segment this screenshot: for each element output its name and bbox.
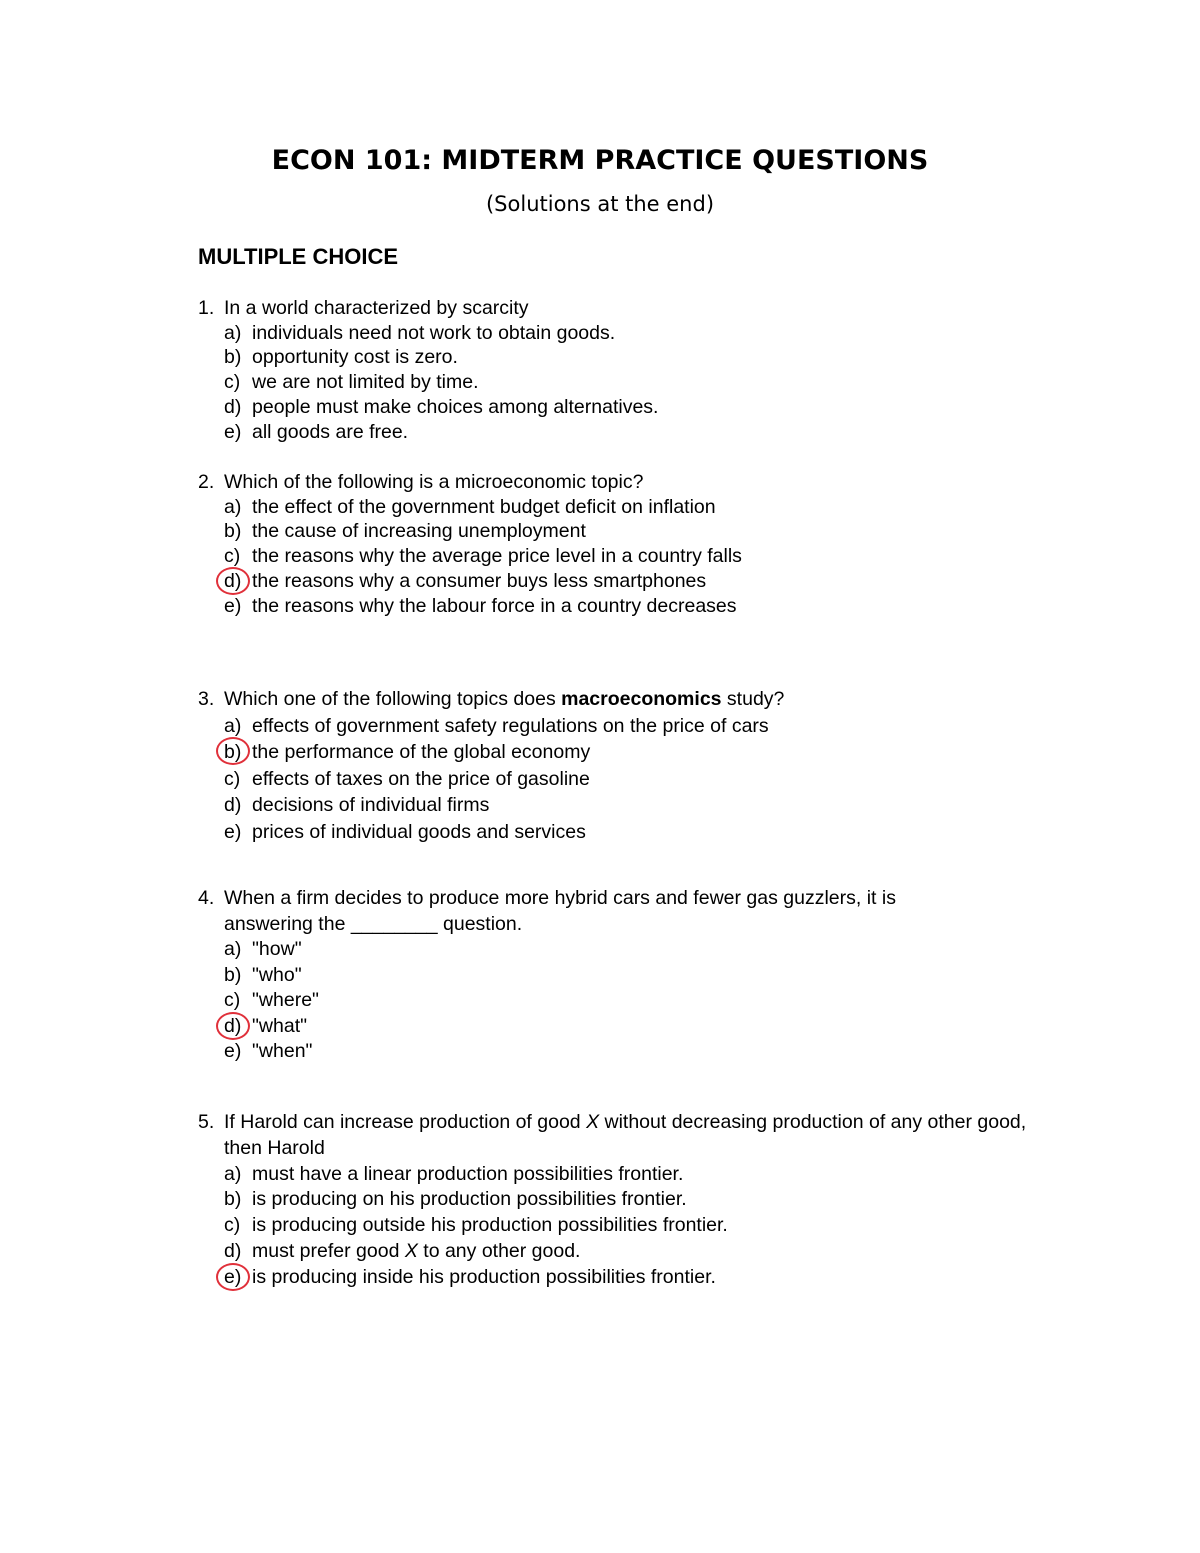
option-text: all goods are free.: [252, 420, 409, 443]
option-d: [224, 1239, 1068, 1265]
option-text: prices of individual goods and services: [252, 820, 586, 843]
option-a: [224, 495, 1078, 520]
option-a: [224, 713, 1078, 740]
option-letter: b): [224, 739, 252, 766]
option-letter: a): [224, 714, 242, 737]
option-b: [224, 519, 1078, 544]
answer-circle-mark: [216, 1263, 250, 1291]
option-text: "who": [252, 963, 302, 986]
option-e: [224, 1265, 1068, 1291]
option-text: "what": [252, 1014, 308, 1037]
option-letter: b): [224, 963, 242, 986]
option-e: [224, 420, 1078, 445]
option-b: [224, 739, 1078, 766]
option-e: [224, 594, 1078, 619]
option-text: is producing inside his production possibilities frontier.: [252, 1265, 716, 1288]
answer-circle-mark: [216, 567, 250, 595]
question-number: 5.: [198, 1111, 215, 1133]
option-letter: e): [224, 1040, 242, 1062]
option-d: [224, 792, 1078, 819]
option-b: [224, 345, 1078, 370]
question-5: [198, 1110, 1068, 1291]
answer-circle-mark: [216, 737, 250, 765]
option-letter: d): [224, 794, 242, 816]
option-e: [224, 819, 1078, 846]
option-text: "where": [252, 989, 319, 1011]
option-text: is producing on his production possibilities frontier.: [252, 1188, 687, 1211]
option-b: [224, 1187, 1068, 1213]
option-text: "when": [252, 1040, 313, 1062]
option-a: [224, 937, 988, 963]
section-heading: MULTIPLE CHOICE: [198, 244, 399, 269]
option-text: decisions of individual firms: [252, 794, 490, 816]
option-text: effects of government safety regulations on the price of cars: [252, 714, 769, 737]
option-letter: a): [224, 1162, 242, 1185]
option-letter: c): [224, 545, 241, 568]
option-c: [224, 1213, 1068, 1239]
question-number: 4.: [198, 887, 215, 909]
emphasis-text: macroeconomics: [561, 688, 722, 710]
option-letter: d): [224, 569, 252, 594]
question-stem: Which one of the following topics does macroeconomics study?: [224, 688, 785, 710]
question-stem: If Harold can increase production of good X without decreasing production of any other good, then Harold: [224, 1111, 1027, 1159]
question-number: 3.: [198, 688, 215, 710]
option-letter: d): [224, 395, 242, 418]
option-text: is producing outside his production possibilities frontier.: [252, 1214, 728, 1237]
option-text: must have a linear production possibilities frontier.: [252, 1162, 684, 1185]
option-c: [224, 988, 988, 1014]
option-letter: c): [224, 989, 241, 1011]
option-letter: d): [224, 1239, 242, 1262]
option-letter: d): [224, 1014, 252, 1040]
option-letter: e): [224, 420, 242, 443]
option-text: the reasons why a consumer buys less smartphones: [252, 569, 707, 592]
option-text: "how": [252, 938, 302, 960]
option-letter: e): [224, 1265, 252, 1291]
question-stem: In a world characterized by scarcity: [224, 297, 529, 319]
option-b: [224, 963, 988, 989]
option-letter: c): [224, 1214, 241, 1237]
document-subtitle: (Solutions at the end): [485, 192, 715, 216]
option-text: the reasons why the labour force in a country decreases: [252, 594, 737, 617]
option-letter: e): [224, 594, 242, 617]
option-e: [224, 1039, 988, 1065]
document-title: ECON 101: MIDTERM PRACTICE QUESTIONS: [271, 145, 929, 176]
variable-text: X: [404, 1239, 418, 1262]
option-c: [224, 766, 1078, 793]
option-letter: b): [224, 346, 242, 369]
option-letter: e): [224, 820, 242, 843]
option-a: [224, 1162, 1068, 1188]
question-4: [198, 886, 988, 1065]
option-d: [224, 1014, 988, 1040]
option-text: the cause of increasing unemployment: [252, 520, 586, 543]
option-text: the performance of the global economy: [252, 741, 591, 763]
answer-circle-mark: [216, 1012, 250, 1040]
question-stem: Which of the following is a microeconomic topic?: [224, 471, 644, 493]
option-text: people must make choices among alternatives.: [252, 395, 659, 418]
option-text: opportunity cost is zero.: [252, 346, 458, 369]
option-text: effects of taxes on the price of gasoline: [252, 767, 590, 790]
option-text: individuals need not work to obtain goods.: [252, 321, 616, 344]
option-c: [224, 544, 1078, 569]
option-letter: a): [224, 938, 242, 960]
option-letter: a): [224, 321, 242, 344]
option-letter: b): [224, 1188, 242, 1211]
question-number: 2.: [198, 471, 215, 493]
option-c: [224, 370, 1078, 395]
option-text: we are not limited by time.: [252, 371, 479, 394]
option-d: [224, 569, 1078, 594]
option-text: must prefer good X to any other good.: [252, 1239, 581, 1262]
question-stem: When a firm decides to produce more hybrid cars and fewer gas guzzlers, it is answering the ________ question.: [224, 887, 896, 935]
option-text: the effect of the government budget deficit on inflation: [252, 495, 716, 518]
question-number: 1.: [198, 297, 215, 319]
option-letter: b): [224, 520, 242, 543]
option-letter: a): [224, 495, 242, 518]
option-letter: c): [224, 371, 241, 394]
variable-text: X: [586, 1111, 600, 1133]
question-2: [198, 470, 1078, 618]
option-d: [224, 395, 1078, 420]
option-text: the reasons why the average price level in a country falls: [252, 545, 742, 568]
option-a: [224, 321, 1078, 346]
question-1: [198, 296, 1078, 444]
question-3: [198, 686, 1078, 845]
option-letter: c): [224, 767, 241, 790]
